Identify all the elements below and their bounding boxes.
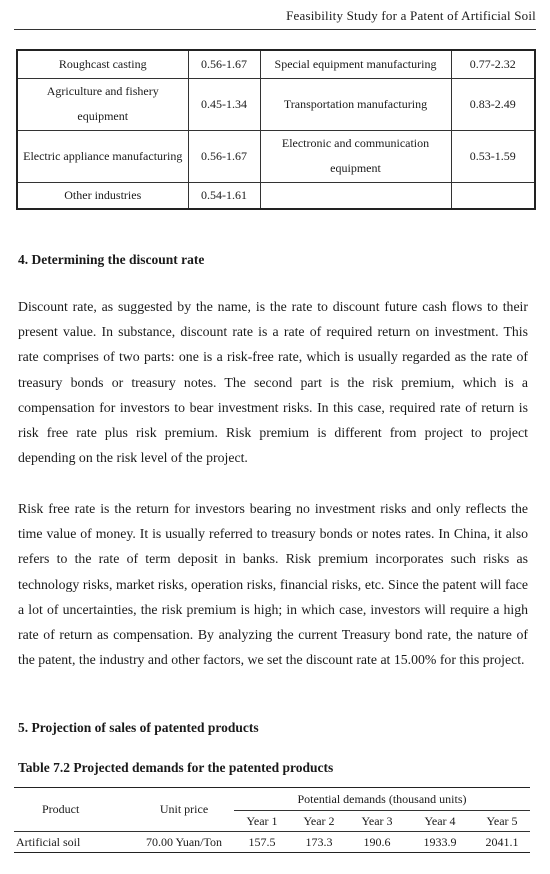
header-rule bbox=[14, 29, 536, 30]
table-row bbox=[17, 78, 535, 130]
body-paragraph: Risk free rate is the return for investors bearing no investment risks and only reflects the time value of money. It is usually referred to treasury bonds or notes rates. In China, it also refers to the rate of term deposit in banks. Risk premium incorporates such risks as technology risks, market risks, operation risks, financial risks, etc. Since the patent will face a lot of uncertainties, the risk premium is high; in which case, investors will require a high rate of return as compensation. By analyzing the current Treasury bond rate, the nature of the patent, the industry and other factors, we set the discount rate at 15.00% for this project. bbox=[18, 501, 528, 668]
column-header-year: Year 4 bbox=[424, 813, 456, 828]
column-header-year: Year 1 bbox=[246, 813, 278, 828]
running-header: Feasibility Study for a Patent of Artificial Soil bbox=[286, 8, 536, 23]
column-header-year: Year 3 bbox=[361, 813, 393, 828]
industry-range: 0.56-1.67 bbox=[188, 130, 260, 182]
table-row bbox=[17, 50, 535, 78]
table-row bbox=[17, 130, 535, 182]
industry-name: Electric appliance manufacturing bbox=[17, 130, 188, 182]
industry-name: Roughcast casting bbox=[17, 50, 188, 78]
industry-range: 0.83-2.49 bbox=[451, 78, 535, 130]
industry-range bbox=[451, 182, 535, 209]
industry-range: 0.77-2.32 bbox=[451, 50, 535, 78]
industry-range: 0.45-1.34 bbox=[188, 78, 260, 130]
demand-cell: 1933.9 bbox=[406, 832, 474, 853]
demand-cell: 190.6 bbox=[348, 832, 406, 853]
section-heading: 5. Projection of sales of patented products bbox=[18, 720, 259, 735]
table-row bbox=[17, 182, 535, 209]
industry-range: 0.53-1.59 bbox=[451, 130, 535, 182]
column-header-year: Year 2 bbox=[303, 813, 335, 828]
column-header-year: Year 5 bbox=[486, 813, 518, 828]
industry-name: Other industries bbox=[17, 182, 188, 209]
industry-name: Special equipment manufacturing bbox=[260, 50, 451, 78]
demand-cell: 157.5 bbox=[234, 832, 290, 853]
industry-range: 0.56-1.67 bbox=[188, 50, 260, 78]
body-paragraph: Discount rate, as suggested by the name, is the rate to discount future cash flows to their present value. In substance, discount rate is a rate of required return on investment. This rate comprises of two parts: one is a risk-free rate, which is usually regarded as the rate of treasury bonds or treasury notes. The second part is the risk premium, which is a compensation for investors to bear investment risks. In this case, required rate of return is risk free rate plus risk premium. Risk premium is different from project to project depending on the risk level of the project. bbox=[18, 299, 528, 466]
industry-name: Agriculture and fishery equipment bbox=[17, 78, 188, 130]
industry-name: Electronic and communication equipment bbox=[260, 130, 451, 182]
column-header-potential-demands: Potential demands (thousand units) bbox=[234, 788, 530, 811]
column-header-product: Product bbox=[42, 802, 80, 816]
table-row bbox=[14, 832, 530, 853]
industry-name bbox=[260, 182, 451, 209]
industry-range-table bbox=[16, 49, 536, 210]
table-title: Table 7.2 Projected demands for the patented products bbox=[18, 760, 334, 775]
unit-price-cell: 70.00 Yuan/Ton bbox=[134, 832, 234, 853]
demand-cell: 2041.1 bbox=[474, 832, 530, 853]
demand-cell: 173.3 bbox=[290, 832, 348, 853]
product-cell: Artificial soil bbox=[14, 832, 134, 853]
industry-range: 0.54-1.61 bbox=[188, 182, 260, 209]
column-header-unit-price: Unit price bbox=[159, 802, 209, 816]
industry-name: Transportation manufacturing bbox=[260, 78, 451, 130]
projected-demand-table bbox=[14, 787, 530, 853]
section-heading: 4. Determining the discount rate bbox=[18, 252, 205, 267]
